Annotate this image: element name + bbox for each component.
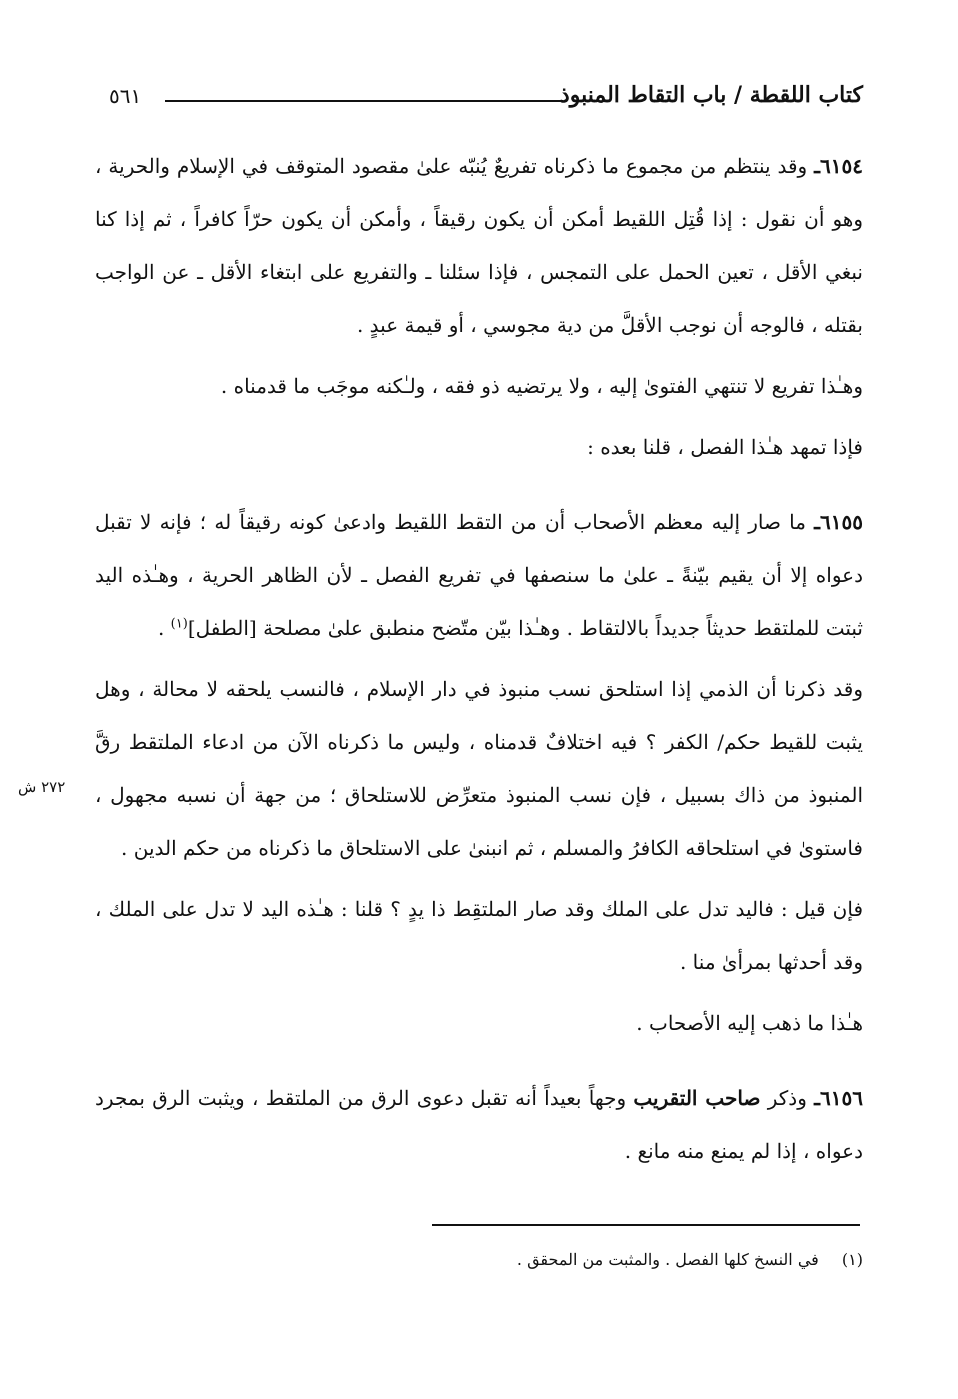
paragraph-text: فإن قيل : فاليد تدل على الملك وقد صار الملتقِط ذا يدٍ ؟ قلنا : هـٰذه اليد لا تدل على الملك ، وقد أحدثها بمرأىٰ منا . xyxy=(95,897,863,974)
running-header xyxy=(95,78,863,122)
footnote-text: في النسخ كلها الفصل . والمثبت من المحقق . xyxy=(516,1250,819,1269)
paragraph xyxy=(95,360,863,413)
paragraph-text: وقد ذكرنا أن الذمي إذا استلحق نسب منبوذ في دار الإسلام ، فالنسب يلحقه لا محالة ، وهل يثبت للقيط حكم/ الكفر ؟ فيه اختلافٌ قدمناه ، وليس ما ذكرناه الآن من ادعاء الملتقط رقَّ المنبوذ من ذاك بسبيل ، فإن نسب المنبوذ متعرِّض للاستلحاق ؛ من جهة أن نسبه مجهول ، فاستوىٰ في استلحاقه الكافرُ والمسلم ، ثم انبنىٰ على الاستلحاق ما ذكرناه من حكم الدين . xyxy=(95,677,863,860)
paragraph-number: ٦١٥٦ـ xyxy=(814,1086,863,1110)
paragraph-number: ٦١٥٤ـ xyxy=(814,154,863,178)
paragraph-text: فإذا تمهد هـٰذا الفصل ، قلنا بعده : xyxy=(587,435,863,459)
footnote xyxy=(95,1250,863,1269)
paragraph-6154 xyxy=(95,140,863,352)
chapter-title: كتاب اللقطة / باب التقاط المنبوذ xyxy=(559,82,863,108)
paragraph-6155 xyxy=(95,496,863,655)
main-text xyxy=(95,140,863,1178)
paragraph-text: وهـٰذا تفريع لا تنتهي الفتوىٰ إليه ، ولا يرتضيه ذو فقه ، ولـٰكنه موجَب ما قدمناه . xyxy=(220,374,863,398)
paragraph-tail: . xyxy=(157,616,171,640)
paragraph-text: وقد ينتظم من مجموع ما ذكرناه تفريعٌ يُنبّه علىٰ مقصود المتوقف في الإسلام والحرية ، وهو أن نقول : إذا قُتِل اللقيط أمكن أن يكون رقيقاً ، وأمكن أن يكون حرّاً كافراً ، ثم إذا كنا نبغي الأقل ، تعين الحمل على التمجس ، فإذا سئلنا ـ والتفريع على ابتغاء الأقل ـ عن الواجب بقتله ، فالوجه أن نوجب الأقلَّ من دية مجوسي ، أو قيمة عبدٍ . xyxy=(95,154,863,337)
paragraph-text-before: وذكر xyxy=(760,1086,815,1110)
paragraph-6156 xyxy=(95,1072,863,1178)
paragraph xyxy=(95,883,863,989)
paragraph-text: هـٰذا ما ذهب إليه الأصحاب . xyxy=(636,1011,863,1035)
paragraph-text: ما صار إليه معظم الأصحاب أن من التقط اللقيط وادعىٰ كونه رقيقاً له ؛ فإنه لا تقبل دعواه إلا أن يقيم بيّنةً ـ علىٰ ما سنصفها في تفريع الفصل ـ لأن الظاهر الحرية ، وهـٰذه اليد ثبتت للملتقط حديثاً جديداً بالالتقاط . وهـٰذا بيّن متّضح منطبق علىٰ مصلحة [الطفل] xyxy=(95,510,863,640)
footnote-separator xyxy=(432,1224,860,1226)
page-number: ٥٦١ xyxy=(109,84,142,108)
paragraph-text: وجهاً بعيداً أنه تقبل دعوى الرق من الملتقط ، ويثبت الرق بمجرد دعواه ، إذا لم يمنع منه مانع . xyxy=(95,1086,863,1163)
footnote-marker: (١) xyxy=(841,1250,863,1269)
paragraph xyxy=(95,421,863,474)
paragraph xyxy=(95,997,863,1050)
marginal-manuscript-note: ٢٧٢ ش xyxy=(18,778,66,796)
header-rule xyxy=(165,100,563,102)
cited-work: صاحب التقريب xyxy=(633,1086,761,1110)
footnote-reference[interactable]: (١) xyxy=(170,616,188,632)
paragraph-number: ٦١٥٥ـ xyxy=(814,510,863,534)
paragraph xyxy=(95,663,863,875)
